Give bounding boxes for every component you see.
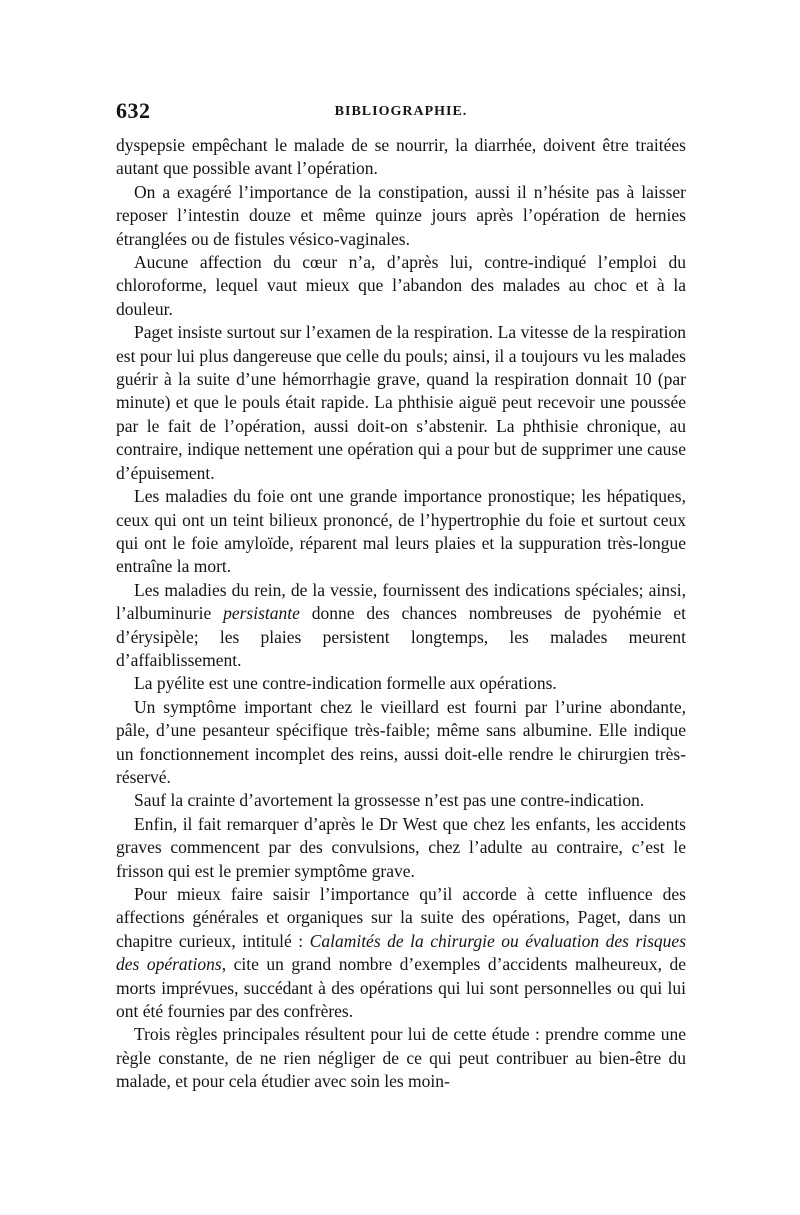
body-text: [116, 134, 686, 1094]
paragraph-text-segment: , cite un grand nombre d’exemples d’accidents malheureux, de morts imprévues, succédant à des opérations qui lui sont personnelles ou qui lui ont été fournies par des confrères.: [116, 954, 686, 1022]
paragraph-enfants: Enfin, il fait remarquer d’après le Dr West que chez les enfants, les accidents graves commencent par des convulsions, chez l’adulte au contraire, c’est le frisson qui est le premier symptôme grave.: [116, 813, 686, 881]
paragraph-dyspepsie: dyspepsie empêchant le malade de se nourrir, la diarrhée, doivent être traitées autant que possible avant l’opération.: [116, 135, 686, 179]
chapter-title-calamites: Calamités de la chirurgie ou évaluation des risques des opérations: [116, 930, 686, 975]
page-header: [116, 98, 686, 132]
paragraph-foie: Les maladies du foie ont une grande importance pronostique; les hépatiques, ceux qui ont un teint bilieux prononcé, de l’hypertrophie du foie et surtout ceux qui ont le foie amyloïde, réparent mal leurs plaies et la suppuration très-longue entraîne la mort.: [116, 486, 686, 577]
paragraph-text-segment: Pour mieux faire saisir l’importance qu’il accorde à cette influence des affections générales et organiques sur la suite des opérations, Paget, dans un chapitre curieux, intitulé :: [116, 884, 686, 951]
paragraph-urine-vieillard: Un symptôme important chez le vieillard est fourni par l’urine abondante, pâle, d’une pesanteur spécifique très-faible; même sans albumine. Elle indique un fonctionnement incomplet des reins, aussi doit-elle rendre le chirurgien très-réservé.: [116, 696, 686, 787]
emphasis-persistante: persistante: [223, 603, 300, 624]
paragraph-rein-vessie: [116, 579, 686, 673]
paragraph-trois-regles: Trois règles principales résultent pour lui de cette étude : prendre comme une règle constante, de ne rien négliger de ce qui peut contribuer au bien-être du malade, et pour cela étudier avec soin les moin-: [116, 1024, 686, 1092]
paragraph-respiration: Paget insiste surtout sur l’examen de la respiration. La vitesse de la respiration est pour lui plus dangereuse que celle du pouls; ainsi, il a toujours vu les malades guérir à la suite d’une hémorrhagie grave, quand la respiration donnait 10 (par minute) et que le pouls était rapide. La phthisie aiguë peut recevoir une poussée par le fait de l’opération, aussi doit-on s’abstenir. La phthisie chronique, au contraire, indique nettement une opération qui a pour but de supprimer une cause d’épuisement.: [116, 322, 686, 483]
page-number: 632: [116, 98, 151, 123]
book-page: [116, 98, 686, 1094]
paragraph-constipation: On a exagéré l’importance de la constipation, aussi il n’hésite pas à laisser reposer l’intestin douze et même quinze jours après l’opération de hernies étranglées ou de fistules vésico-vaginales.: [116, 181, 686, 249]
paragraph-pyelite: La pyélite est une contre-indication formelle aux opérations.: [134, 673, 557, 694]
paragraph-grossesse: Sauf la crainte d’avortement la grossesse n’est pas une contre-indication.: [134, 790, 645, 811]
paragraph-coeur-chloroforme: Aucune affection du cœur n’a, d’après lui, contre-indiqué l’emploi du chloroforme, lequel vaut mieux que l’abandon des malades au choc et à la douleur.: [116, 252, 686, 319]
running-title: BIBLIOGRAPHIE.: [334, 104, 468, 119]
paragraph-text-segment: Les maladies du rein, de la vessie, fournissent des indications spéciales; ainsi, l’albuminurie: [116, 579, 686, 624]
paragraph-calamites: [116, 883, 686, 1023]
paragraph-text-segment: donne des chances nombreuses de pyohémie et d’érysipèle; les plaies persistent longtemps, les malades meurent d’affaiblissement.: [116, 603, 686, 670]
